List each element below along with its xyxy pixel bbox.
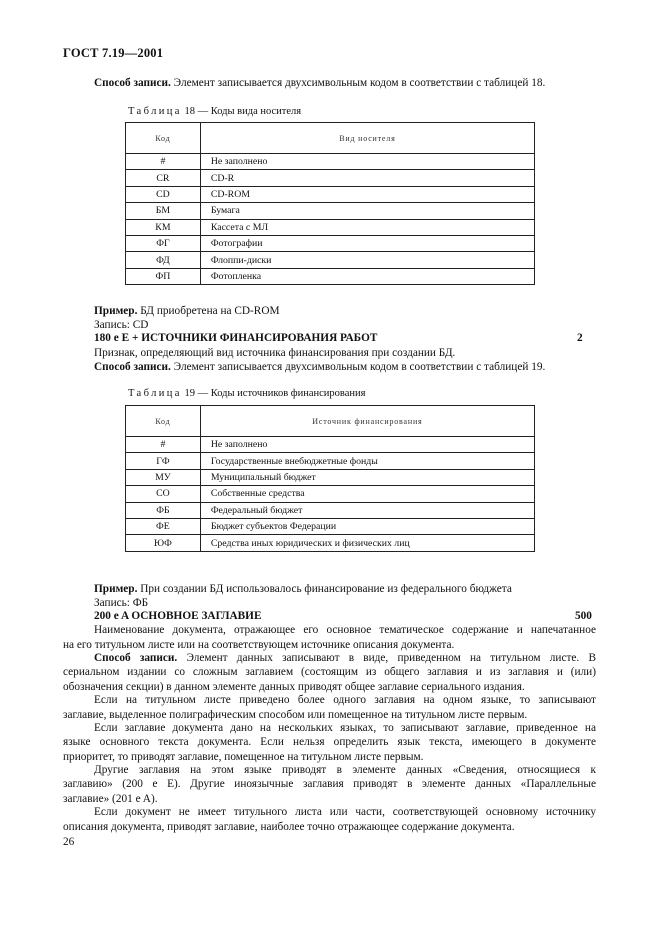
cell-name: CD-ROM [200,186,534,202]
body-text: Элемент данных записывают в виде, приведенном на титульном листе. В [177,652,597,664]
body-line [94,652,596,666]
cell-name: Средства иных юридических и физических лиц [200,535,534,551]
table-row [126,518,535,534]
table-row [126,453,535,469]
cell-name: Фотопленка [200,268,534,284]
cell-name: Собственные средства [200,486,534,502]
cell-name: Бюджет субъектов Федерации [200,518,534,534]
recording-method-paragraph [94,76,545,90]
table18-caption-word: Таблица [128,106,182,117]
table-row [126,437,535,453]
cell-name: Федеральный бюджет [200,502,534,518]
body-line: заглавию» (200 e E). Другие иноязычные заглавия приводят в элементе данных «Параллельные [63,778,596,790]
body-line: обозначения секции) в данном элементе данных приводят общее заглавие сериального издания. [63,681,525,693]
example-2-record: Запись: ФБ [94,597,149,609]
table-row [126,203,535,219]
recording-method-label: Способ записи. [94,77,171,89]
table-row [126,154,535,170]
body-line: языке основного текста документа. Если нельзя определить язык текста, имеющего в документе [63,736,596,748]
body-line: описания документа, приводят заглавие, наиболее точно отражающее содержание документа. [63,821,515,833]
cell-name: Не заполнено [200,154,534,170]
section-180-number: 2 [577,332,583,344]
table-row [126,469,535,485]
column-header-media-type: Вид носителя [200,123,534,154]
table-row [126,535,535,551]
recording-method-text: Элемент записывается двухсимвольным кодом в соответствии с таблицей 18. [170,77,546,89]
cell-code: ФД [126,252,201,268]
cell-name: CD-R [200,170,534,186]
table18-caption [128,106,301,117]
body-line: Если на титульном листе приведено более одного заглавия на одном языке, то записывают [94,694,596,706]
section-200-title: 200 e A ОСНОВНОЕ ЗАГЛАВИЕ [94,610,262,622]
cell-code: # [126,437,201,453]
table-row [126,486,535,502]
example-1 [94,304,280,318]
cell-code: ФБ [126,502,201,518]
document-header: ГОСТ 7.19—2001 [63,46,164,60]
table18-caption-text: 18 — Коды вида носителя [181,106,302,117]
table-header-row [126,123,535,154]
example-1-record: Запись: CD [94,319,149,331]
cell-name: Государственные внебюджетные фонды [200,453,534,469]
body-line: Наименование документа, отражающее его основное тематическое содержание и напечатанное [94,624,596,636]
cell-name: Флоппи-диски [200,252,534,268]
example-label: Пример. [94,583,138,595]
body-line: приоритет, то приводят заглавие, помещенное на титульном листе первым. [63,751,424,763]
example-2 [94,582,512,596]
section-200-number: 500 [575,610,592,622]
column-header-code: Код [126,406,201,437]
table-row [126,219,535,235]
table-row [126,268,535,284]
recording-method-label: Способ записи. [94,361,171,373]
cell-code: БМ [126,203,201,219]
cell-name: Кассета с МЛ [200,219,534,235]
body-line: заглавие» (201 e A). [63,793,158,805]
example-text: При создании БД использовалось финансирование из федерального бюджета [137,583,512,595]
cell-code: ГФ [126,453,201,469]
example-label: Пример. [94,305,138,317]
table18 [125,122,535,285]
section-180-description: Признак, определяющий вид источника финансирования при создании БД. [94,347,456,359]
cell-code: ФЕ [126,518,201,534]
table-row [126,235,535,251]
cell-code: ЮФ [126,535,201,551]
cell-code: CR [126,170,201,186]
body-line: Другие заглавия на этом языке приводят в элементе данных «Сведения, относящиеся к [94,764,596,776]
table19-caption-text: 19 — Коды источников финансирования [181,388,366,399]
cell-name: Фотографии [200,235,534,251]
body-line: на его титульном листе или на соответствующем источнике описания документа. [63,639,455,651]
table19-caption [128,388,365,399]
recording-method-label: Способ записи. [94,652,178,664]
table-row [126,502,535,518]
cell-code: ФГ [126,235,201,251]
cell-name: Муниципальный бюджет [200,469,534,485]
table19-caption-word: Таблица [128,388,182,399]
column-header-funding-source: Источник финансирования [200,406,534,437]
body-line: Если заглавие документа дано на нескольких языках, то записывают заглавие, приведенное на [94,722,596,734]
table-row [126,252,535,268]
column-header-code: Код [126,123,201,154]
cell-code: # [126,154,201,170]
example-text: БД приобретена на CD-ROM [137,305,280,317]
table-row [126,170,535,186]
cell-code: МУ [126,469,201,485]
body-line: Если документ не имеет титульного листа или части, соответствующей основному источнику [94,806,596,818]
cell-code: CD [126,186,201,202]
table-header-row [126,406,535,437]
recording-method-paragraph-2 [94,360,545,374]
table19 [125,405,535,552]
cell-code: ФП [126,268,201,284]
page-number: 26 [63,836,75,848]
recording-method-text: Элемент записывается двухсимвольным кодом в соответствии с таблицей 19. [170,361,546,373]
cell-name: Не заполнено [200,437,534,453]
section-180-title: 180 e E + ИСТОЧНИКИ ФИНАНСИРОВАНИЯ РАБОТ [94,332,378,344]
cell-code: СО [126,486,201,502]
cell-code: КМ [126,219,201,235]
cell-name: Бумага [200,203,534,219]
body-line: сериальном издании со сложным заглавием (состоящим из общего заглавия и из заглавия и (или) [63,666,596,678]
body-line: заглавие, выделенное полиграфическим способом или помещенное на титульном листе первым. [63,709,528,721]
table-row [126,186,535,202]
